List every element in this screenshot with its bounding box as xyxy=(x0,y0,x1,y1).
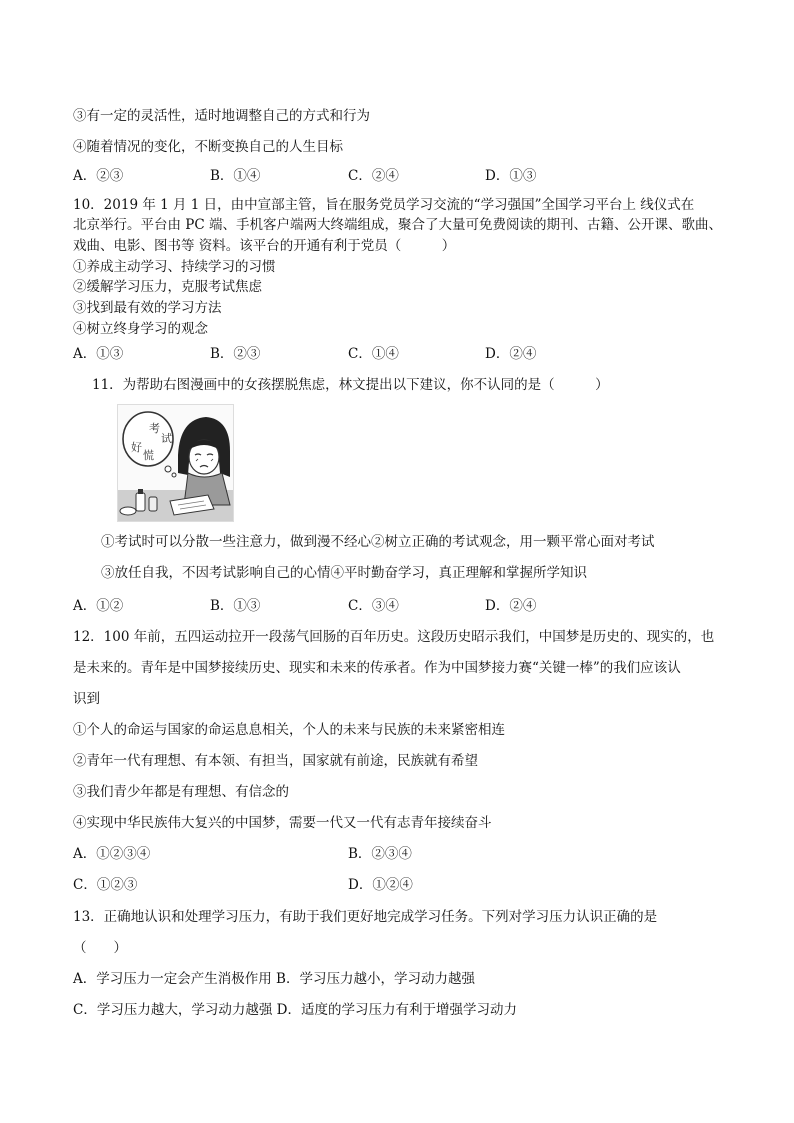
q12-stem-line-2: 是未来的。青年是中国梦接续历史、现实和未来的传承者。作为中国梦接力赛“关键一棒”的我们应该认 xyxy=(73,660,681,676)
q11-option-a: A．①② xyxy=(73,598,124,614)
q12-stem-line-1: 12．100 年前，五四运动拉开一段荡气回肠的百年历史。这段历史昭示我们，中国梦是历史的、现实的，也 xyxy=(73,629,715,645)
q12-option-c: C．①②③ xyxy=(73,877,138,893)
q12-stem-line-3: 识到 xyxy=(73,691,100,707)
q11-stem: 11．为帮助右图漫画中的女孩摆脱焦虑，林文提出以下建议，你不认同的是（ ） xyxy=(92,377,609,393)
q13-options-line-2: C．学习压力越大，学习动力越强 D．适度的学习压力有利于增强学习动力 xyxy=(73,1002,517,1018)
q13-stem-line-1: 13．正确地认识和处理学习压力，有助于我们更好地完成学习任务。下列对学习压力认识正确的是 xyxy=(73,909,658,925)
q10-item-4: ④树立终身学习的观念 xyxy=(73,321,208,337)
q9-item-4: ④随着情况的变化，不断变换自己的人生目标 xyxy=(73,139,343,155)
q11-option-c: C．③④ xyxy=(348,598,399,614)
q12-item-1: ①个人的命运与国家的命运息息相关，个人的未来与民族的未来紧密相连 xyxy=(73,722,505,738)
q10-option-b: B．②③ xyxy=(210,346,261,362)
bubble-char: 好 xyxy=(131,441,142,454)
q10-item-3: ③找到最有效的学习方法 xyxy=(73,300,222,316)
q10-option-a: A．①③ xyxy=(73,346,124,362)
q13-options-line-1: A．学习压力一定会产生消极作用 B．学习压力越小，学习动力越强 xyxy=(73,971,475,987)
q12-item-4: ④实现中华民族伟大复兴的中国梦，需要一代又一代有志青年接续奋斗 xyxy=(73,815,492,831)
q10-option-d: D．②④ xyxy=(485,346,537,362)
q10-option-c: C．①④ xyxy=(348,346,399,362)
q13-stem-line-2: （ ） xyxy=(73,940,127,956)
q12-item-2: ②青年一代有理想、有本领、有担当，国家就有前途，民族就有希望 xyxy=(73,753,478,769)
q12-item-3: ③我们青少年都是有理想、有信念的 xyxy=(73,784,289,800)
q11-option-d: D．②④ xyxy=(485,598,537,614)
q11-choice-line-2: ③放任自我，不因考试影响自己的心情④平时勤奋学习，真正理解和掌握所学知识 xyxy=(101,565,587,581)
q9-option-d: D．①③ xyxy=(485,168,537,184)
bubble-char: 慌 xyxy=(143,449,154,462)
q10-item-1: ①养成主动学习、持续学习的习惯 xyxy=(73,259,276,275)
q12-option-d: D．①②④ xyxy=(348,877,413,893)
q12-option-a: A．①②③④ xyxy=(73,846,151,862)
anxious-girl-cartoon xyxy=(117,404,234,522)
q11-option-b: B．①③ xyxy=(210,598,261,614)
bubble-char: 试 xyxy=(161,432,172,445)
q9-item-3: ③有一定的灵活性，适时地调整自己的方式和行为 xyxy=(73,108,370,124)
q9-option-a: A．②③ xyxy=(73,168,124,184)
q10-stem-line-2: 北京举行。平台由 PC 端、手机客户端两大终端组成，聚合了大量可免费阅读的期刊、古籍、公开课、歌曲、 xyxy=(73,217,722,233)
q10-stem-line-1: 10．2019 年 1 月 1 日，由中宣部主管，旨在服务党员学习交流的“学习强国”全国学习平台上 线仪式在 xyxy=(73,197,695,213)
q9-option-b: B．①④ xyxy=(210,168,261,184)
q9-option-c: C．②④ xyxy=(348,168,399,184)
q12-option-b: B．②③④ xyxy=(348,846,412,862)
q10-item-2: ②缓解学习压力，克服考试焦虑 xyxy=(73,279,262,295)
q11-choice-line-1: ①考试时可以分散一些注意力，做到漫不经心②树立正确的考试观念，用一颗平常心面对考试 xyxy=(101,534,655,550)
bubble-char: 考 xyxy=(149,422,160,435)
q10-stem-line-3: 戏曲、电影、图书等 资料。该平台的开通有利于党员（ ） xyxy=(73,238,456,254)
